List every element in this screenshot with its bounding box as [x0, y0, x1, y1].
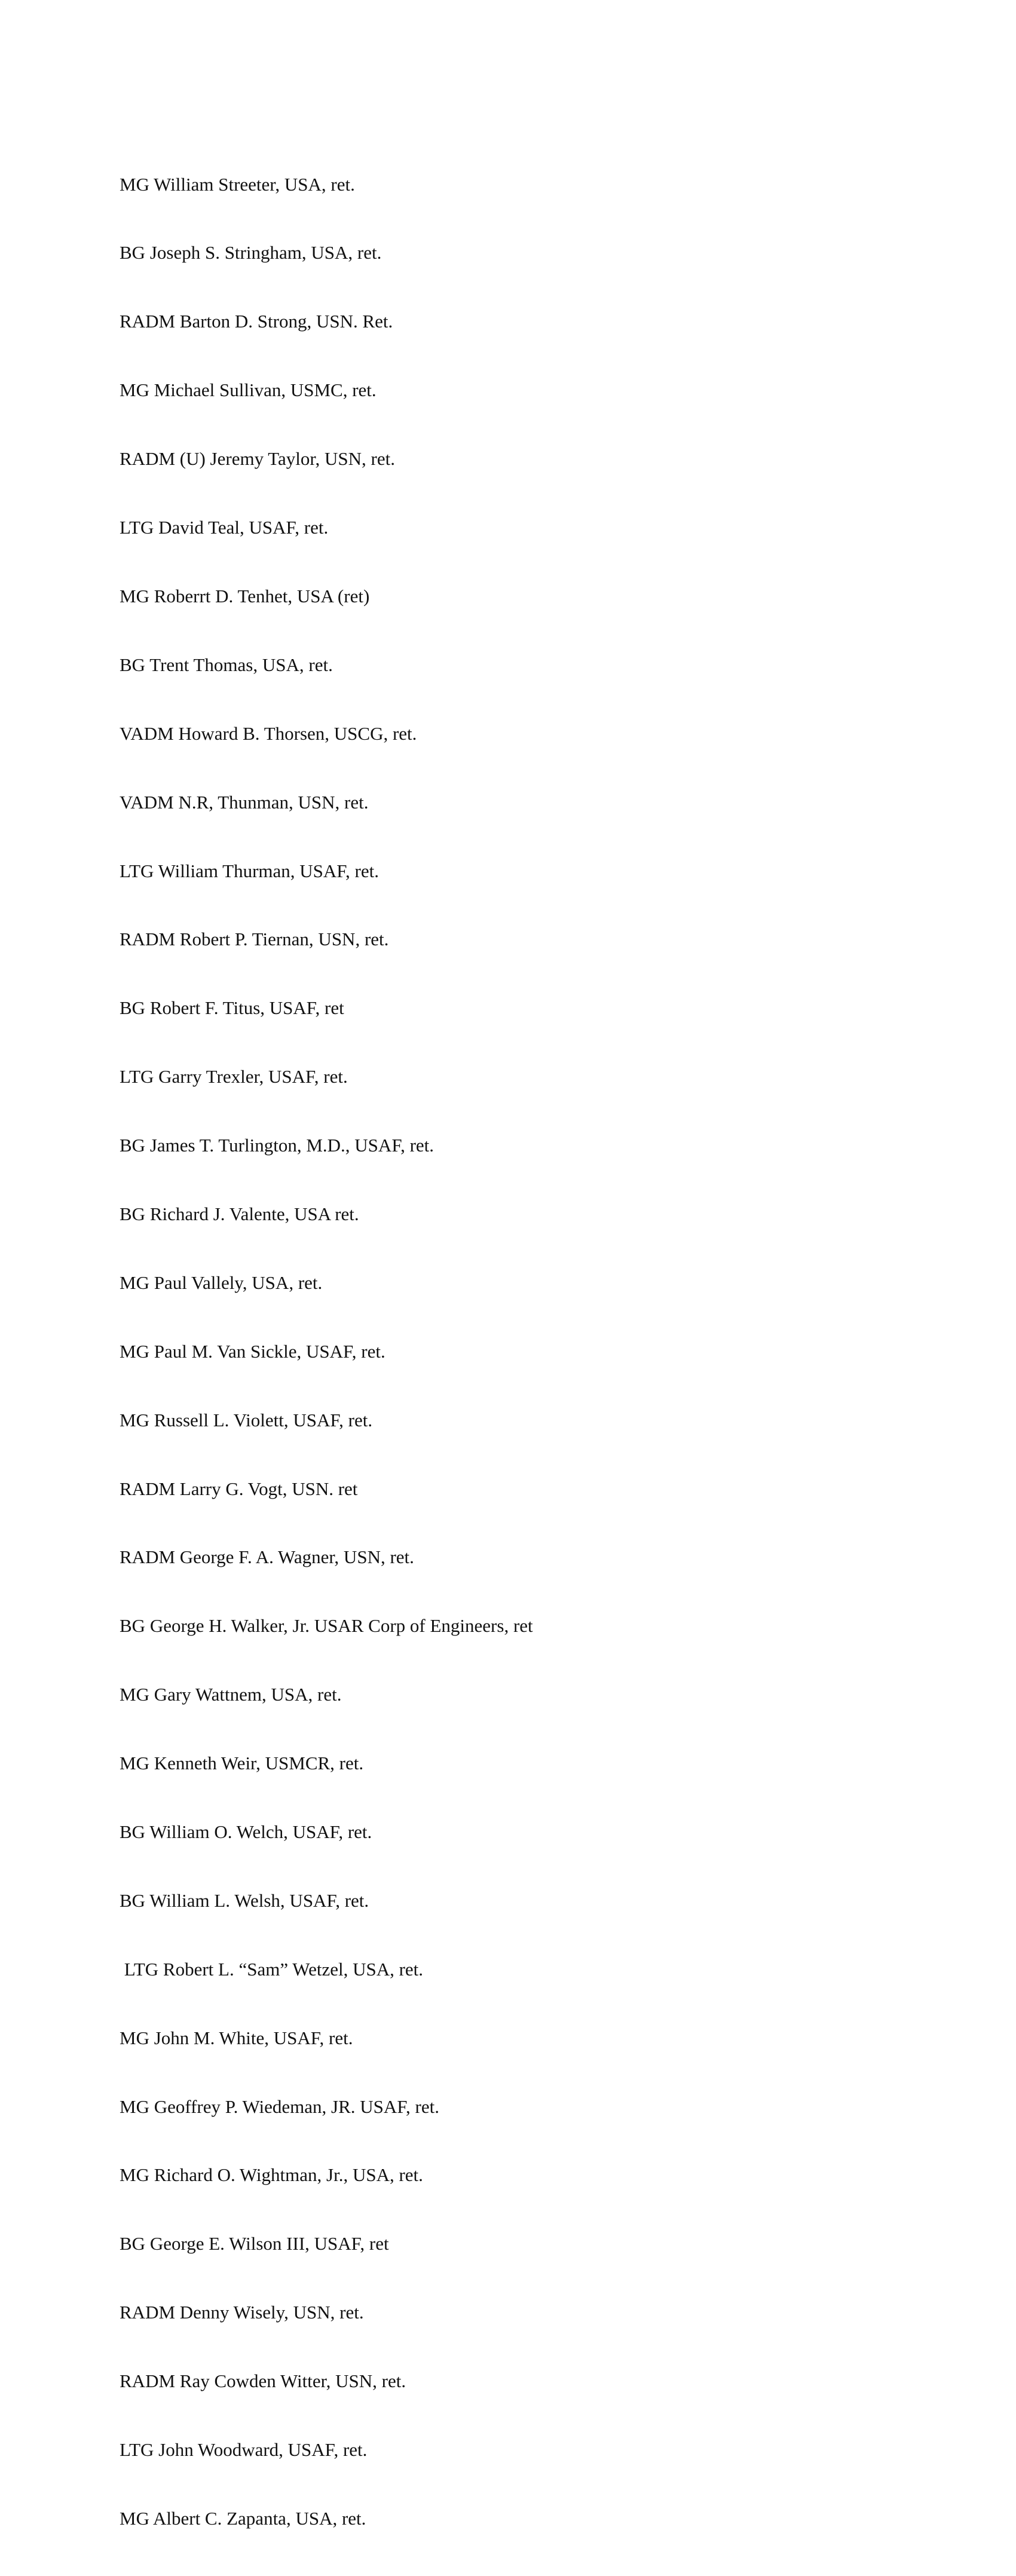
list-item: BG William O. Welch, USAF, ret. [120, 1821, 372, 1842]
list-item: VADM Howard B. Thorsen, USCG, ret. [120, 722, 417, 744]
list-item: MG Kenneth Weir, USMCR, ret. [120, 1753, 364, 1774]
list-item: MG Richard O. Wightman, Jr., USA, ret. [120, 2164, 423, 2186]
list-item: MG Albert C. Zapanta, USA, ret. [120, 2507, 366, 2529]
list-item: BG Robert F. Titus, USAF, ret [120, 997, 344, 1019]
list-item: BG Joseph S. Stringham, USA, ret. [120, 242, 382, 264]
list-item: RADM Larry G. Vogt, USN. ret [120, 1478, 358, 1499]
list-item: LTG John Woodward, USAF, ret. [120, 2439, 368, 2460]
list-item: MG Gary Wattnem, USA, ret. [120, 1684, 342, 1705]
list-item: LTG Garry Trexler, USAF, ret. [120, 1066, 348, 1088]
list-item: VADM N.R, Thunman, USN, ret. [120, 791, 369, 813]
signatory-list [120, 127, 533, 2576]
list-item: BG Richard J. Valente, USA ret. [120, 1203, 359, 1224]
list-item: MG Geoffrey P. Wiedeman, JR. USAF, ret. [120, 2096, 439, 2117]
list-item: MG John M. White, USAF, ret. [120, 2027, 353, 2048]
list-item: BG Trent Thomas, USA, ret. [120, 654, 333, 675]
list-item: BG George H. Walker, Jr. USAR Corp of Engineers, ret [120, 1615, 533, 1637]
list-item: MG William Streeter, USA, ret. [120, 173, 355, 195]
list-item: RADM Barton D. Strong, USN. Ret. [120, 311, 393, 332]
list-item: MG Paul M. Van Sickle, USAF, ret. [120, 1340, 385, 1362]
list-item: BG William L. Welsh, USAF, ret. [120, 1889, 369, 1911]
list-item: RADM George F. A. Wagner, USN, ret. [120, 1546, 414, 1568]
list-item: LTG William Thurman, USAF, ret. [120, 860, 379, 881]
list-item: MG Paul Vallely, USA, ret. [120, 1272, 323, 1293]
list-item: RADM Robert P. Tiernan, USN, ret. [120, 929, 389, 950]
list-item: RADM (U) Jeremy Taylor, USN, ret. [120, 448, 395, 470]
list-item: MG Michael Sullivan, USMC, ret. [120, 379, 377, 401]
list-item: RADM Ray Cowden Witter, USN, ret. [120, 2370, 406, 2392]
list-item: LTG David Teal, USAF, ret. [120, 517, 329, 538]
list-item: BG George E. Wilson III, USAF, ret [120, 2233, 389, 2255]
list-item: BG James T. Turlington, M.D., USAF, ret. [120, 1135, 434, 1156]
list-item: MG Russell L. Violett, USAF, ret. [120, 1409, 373, 1431]
list-item: MG Roberrt D. Tenhet, USA (ret) [120, 585, 370, 607]
list-item: LTG Robert L. “Sam” Wetzel, USA, ret. [120, 1958, 424, 1980]
list-item: RADM Denny Wisely, USN, ret. [120, 2302, 364, 2323]
